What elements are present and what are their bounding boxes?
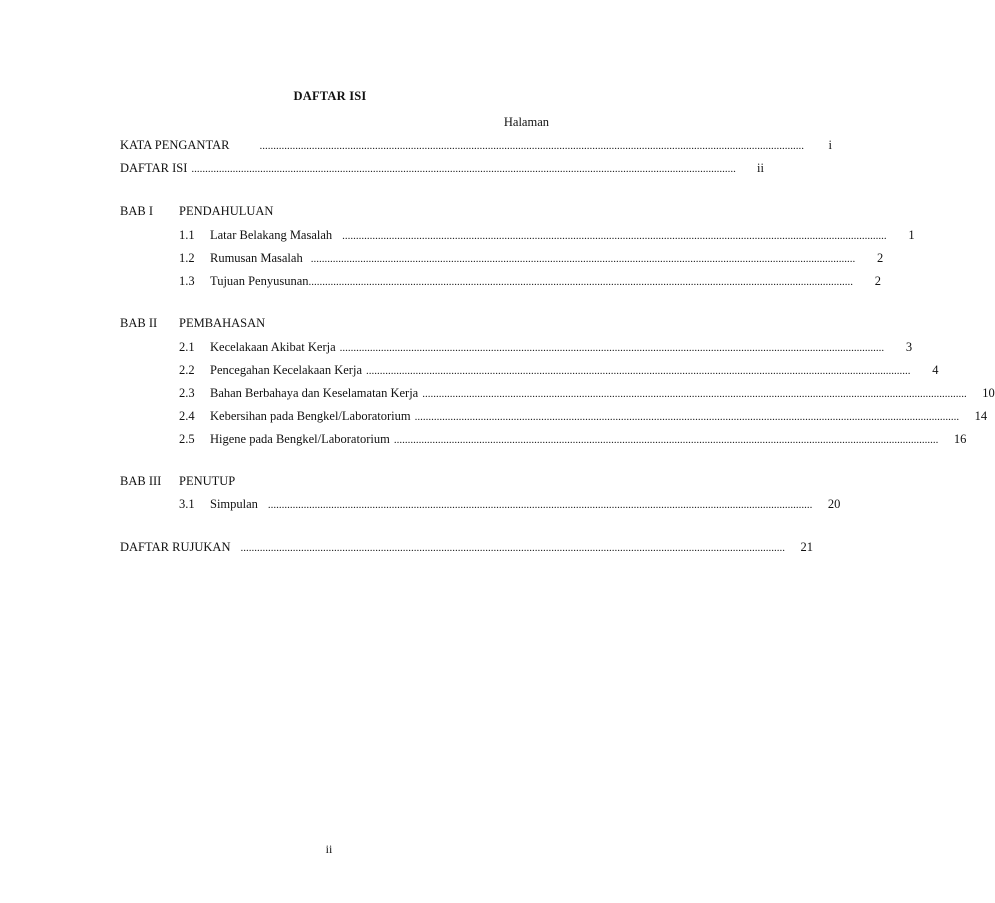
chapter-code: BAB II — [120, 316, 158, 330]
dot-leader: ...................................................................................................................................................................................................... — [422, 388, 967, 400]
toc-entry-label: Tujuan Penyusunan — [210, 274, 309, 288]
chapter-heading-bab-3 — [120, 472, 235, 490]
toc-entry-page: 14 — [974, 409, 988, 423]
toc-entry-daftar-isi — [120, 159, 764, 177]
toc-entry-1-1 — [179, 226, 915, 244]
toc-entry-1-2 — [179, 249, 884, 267]
toc-entry-kata-pengantar — [120, 136, 832, 154]
toc-entry-page: 10 — [982, 386, 995, 400]
toc-entry-page: 2 — [876, 251, 884, 265]
chapter-heading-bab-2 — [120, 314, 265, 332]
page-column-header: Halaman — [503, 115, 549, 129]
toc-title: DAFTAR ISI — [293, 89, 367, 103]
dot-leader: ...................................................................................................................................................................................................... — [342, 230, 887, 242]
dot-leader: ...................................................................................................................................................................................................... — [414, 411, 960, 423]
toc-entry-number: 1.2 — [179, 251, 195, 265]
toc-entry-number: 2.4 — [179, 409, 195, 423]
dot-leader: ...................................................................................................................................................................................................... — [393, 434, 939, 446]
toc-entry-page: 2 — [874, 274, 882, 288]
toc-entry-label: Bahan Berbahaya dan Keselamatan Kerja — [210, 386, 419, 400]
toc-entry-number: 1.1 — [179, 228, 195, 242]
chapter-title: PENDAHULUAN — [179, 204, 274, 218]
toc-entry-2-1 — [179, 338, 913, 356]
toc-entry-label: Rumusan Masalah — [210, 251, 303, 265]
toc-entry-number: 2.3 — [179, 386, 195, 400]
toc-entry-number: 3.1 — [179, 497, 195, 511]
toc-entry-2-5 — [179, 430, 967, 448]
chapter-title: PEMBAHASAN — [179, 316, 266, 330]
chapter-code: BAB I — [120, 204, 153, 218]
toc-entry-label: Pencegahan Kecelakaan Kerja — [210, 363, 362, 377]
toc-entry-number: 1.3 — [179, 274, 195, 288]
toc-entry-2-2 — [179, 361, 939, 379]
toc-entry-page: i — [828, 138, 832, 152]
dot-leader: ...................................................................................................................................................................................................... — [310, 253, 856, 265]
dot-leader: ...................................................................................................................................................................................................... — [191, 163, 736, 175]
toc-entry-daftar-rujukan — [120, 538, 813, 556]
toc-entry-label: DAFTAR ISI — [120, 161, 188, 175]
chapter-code: BAB III — [120, 474, 162, 488]
toc-entry-page: 4 — [932, 363, 939, 377]
toc-entry-page: 1 — [908, 228, 915, 242]
dot-leader: ...................................................................................................................................................................................................... — [339, 342, 885, 354]
toc-entry-label: Latar Belakang Masalah — [210, 228, 333, 242]
toc-entry-page: 20 — [827, 497, 841, 511]
dot-leader: ...................................................................................................................................................................................................... — [240, 542, 785, 554]
toc-entry-page: 21 — [800, 540, 813, 554]
toc-entry-3-1 — [179, 495, 841, 513]
page-number: ii — [325, 842, 333, 856]
dot-leader: ...................................................................................................................................................................................................... — [308, 276, 854, 288]
toc-entry-2-3 — [179, 384, 995, 402]
toc-entry-label: KATA PENGANTAR — [120, 138, 230, 152]
chapter-title: PENUTUP — [179, 474, 236, 488]
toc-entry-label: Higene pada Bengkel/Laboratorium — [210, 432, 390, 446]
toc-entry-label: Kebersihan pada Bengkel/Laboratorium — [210, 409, 411, 423]
toc-entry-page: 16 — [953, 432, 967, 446]
toc-entry-page: 3 — [905, 340, 913, 354]
dot-leader: ...................................................................................................................................................................................................... — [267, 499, 813, 511]
toc-entry-number: 2.5 — [179, 432, 195, 446]
toc-entry-number: 2.2 — [179, 363, 195, 377]
dot-leader: ...................................................................................................................................................................................................... — [366, 365, 911, 377]
toc-entry-page: ii — [756, 161, 764, 175]
toc-entry-2-4 — [179, 407, 988, 425]
chapter-heading-bab-1 — [120, 202, 273, 220]
toc-entry-label: DAFTAR RUJUKAN — [120, 540, 231, 554]
toc-entry-number: 2.1 — [179, 340, 195, 354]
toc-entry-1-3 — [179, 272, 882, 290]
toc-entry-label: Kecelakaan Akibat Kerja — [210, 340, 336, 354]
toc-entry-label: Simpulan — [210, 497, 258, 511]
dot-leader: ...................................................................................................................................................................................................... — [259, 140, 804, 152]
